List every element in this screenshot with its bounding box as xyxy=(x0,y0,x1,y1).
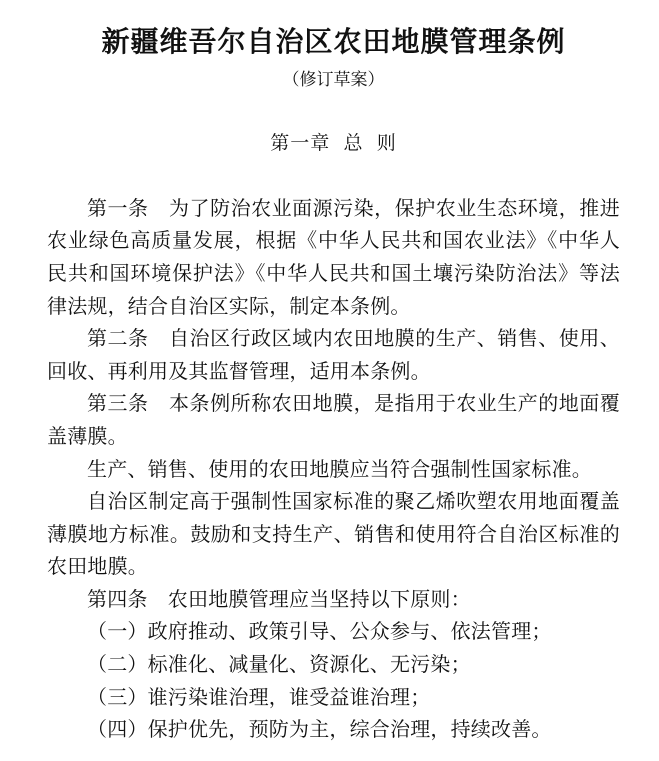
paragraph: 第二条 自治区行政区域内农田地膜的生产、销售、使用、回收、再利用及其监督管理，适用本条例。 xyxy=(47,328,620,383)
document-body xyxy=(47,193,620,747)
document-subtitle: （修订草案） xyxy=(282,70,385,90)
document-title: 新疆维吾尔自治区农田地膜管理条例 xyxy=(101,26,566,57)
paragraph: （二）标准化、减量化、资源化、无污染； xyxy=(87,654,471,677)
paragraph: 第四条 农田地膜管理应当坚持以下原则： xyxy=(87,588,471,611)
paragraph: 第一条 为了防治农业面源污染，保护农业生态环境，推进农业绿色高质量发展，根据《中华人民共和国农业法》《中华人民共和国环境保护法》《中华人民共和国土壤污染防治法》等法律法规，结合自治区实际，制定本条例。 xyxy=(47,197,620,318)
paragraph: 第三条 本条例所称农田地膜，是指用于农业生产的地面覆盖薄膜。 xyxy=(47,393,620,448)
paragraph: （一）政府推动、政策引导、公众参与、依法管理； xyxy=(87,621,552,644)
chapter-heading: 第一章 总 则 xyxy=(270,132,397,154)
paragraph: （四）保护优先，预防为主，综合治理，持续改善。 xyxy=(87,719,552,742)
paragraph: 生产、销售、使用的农田地膜应当符合强制性国家标准。 xyxy=(87,458,592,481)
paragraph: 自治区制定高于强制性国家标准的聚乙烯吹塑农用地面覆盖薄膜地方标准。鼓励和支持生产、销售和使用符合自治区标准的农田地膜。 xyxy=(47,491,620,579)
paragraph: （三）谁污染谁治理，谁受益谁治理； xyxy=(87,686,431,709)
